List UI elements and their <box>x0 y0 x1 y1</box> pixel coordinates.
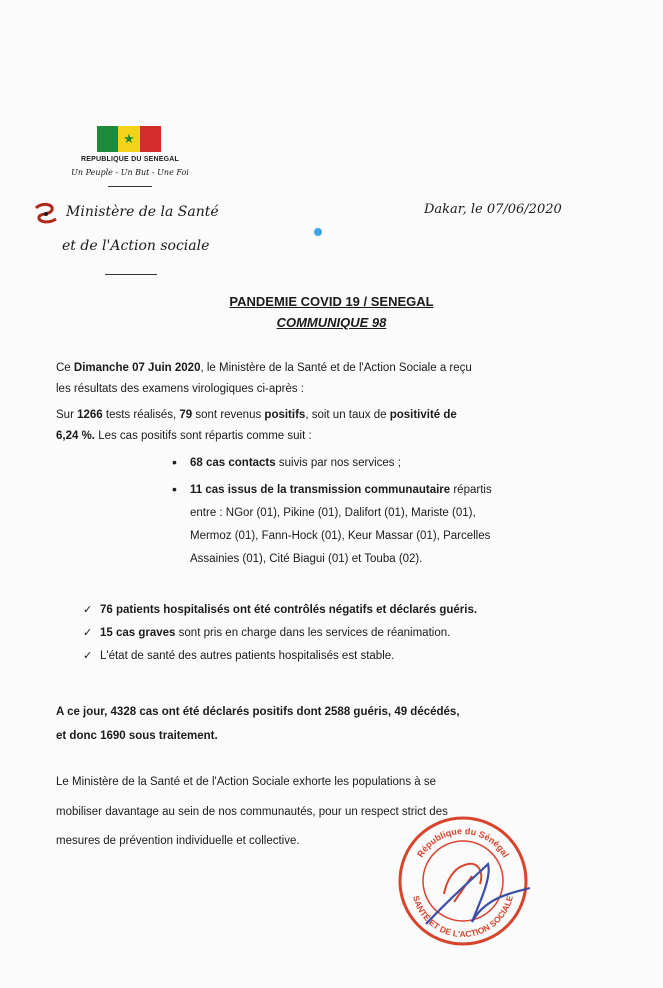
stamp-text-top: République du Sénégal <box>415 825 511 860</box>
check-stable: L'état de santé des autres patients hospitalisés est stable. <box>100 650 395 662</box>
bullet-community-line-2: entre : NGor (01), Pikine (01), Dalifort (01), Mariste (01), <box>190 507 476 519</box>
checkmark-icon: ✓ <box>83 627 93 639</box>
official-stamp-icon <box>396 814 530 948</box>
divider <box>108 186 152 187</box>
check-recovered: 76 patients hospitalisés ont été contrôlés négatifs et déclarés guéris. <box>100 604 478 616</box>
intro-line-1: Ce Dimanche 07 Juin 2020, le Ministère de la Santé et de l'Action Sociale a reçu <box>56 362 472 374</box>
blue-dot-mark <box>314 228 322 236</box>
document-title: PANDEMIE COVID 19 / SENEGAL <box>229 294 434 309</box>
checkmark-icon: ✓ <box>83 650 93 662</box>
ministry-name-line1: Ministère de la Santé <box>66 204 219 220</box>
intro-line-3: Sur 1266 tests réalisés, 79 sont revenus positifs, soit un taux de positivité de <box>56 409 457 421</box>
national-motto: Un Peuple - Un But - Une Foi <box>71 168 189 177</box>
closing-line-3: mesures de prévention individuelle et collective. <box>56 835 300 847</box>
stamp-text-bottom: SANTÉ ET DE L'ACTION SOCIALE <box>411 894 515 940</box>
document-date: Dakar, le 07/06/2020 <box>424 202 562 217</box>
bullet-icon: • <box>172 481 177 497</box>
bullet-community-line-1: 11 cas issus de la transmission communautaire répartis <box>190 484 492 496</box>
senegal-flag-icon: ★ <box>97 126 161 152</box>
divider <box>105 274 157 275</box>
republic-name: REPUBLIQUE DU SENEGAL <box>81 156 179 163</box>
closing-line-1: Le Ministère de la Santé et de l'Action Sociale exhorte les populations à se <box>56 776 437 788</box>
closing-line-2: mobiliser davantage au sein de nos communautés, pour un respect strict des <box>56 806 448 818</box>
summary-line-1: A ce jour, 4328 cas ont été déclarés positifs dont 2588 guéris, 49 décédés, <box>56 706 460 718</box>
communique-number: COMMUNIQUE 98 <box>276 315 387 330</box>
check-severe-cases: 15 cas graves sont pris en charge dans les services de réanimation. <box>100 627 451 639</box>
checkmark-icon: ✓ <box>83 604 93 616</box>
bullet-community-line-3: Mermoz (01), Fann-Hock (01), Keur Massar (01), Parcelles <box>190 530 491 542</box>
svg-text:République du Sénégal <box>415 826 511 859</box>
ministry-logo-icon <box>32 202 60 226</box>
intro-line-4: 6,24 %. Les cas positifs sont répartis comme suit : <box>56 430 312 442</box>
bullet-icon: • <box>172 454 177 470</box>
summary-line-2: et donc 1690 sous traitement. <box>56 730 218 742</box>
bullet-community-line-4: Assainies (01), Cité Biagui (01) et Touba (02). <box>190 553 423 565</box>
intro-line-2: les résultats des examens virologiques ci-après : <box>56 383 305 395</box>
ministry-name-line2: et de l'Action sociale <box>62 238 210 254</box>
bullet-contacts: 68 cas contacts suivis par nos services ; <box>190 457 401 469</box>
